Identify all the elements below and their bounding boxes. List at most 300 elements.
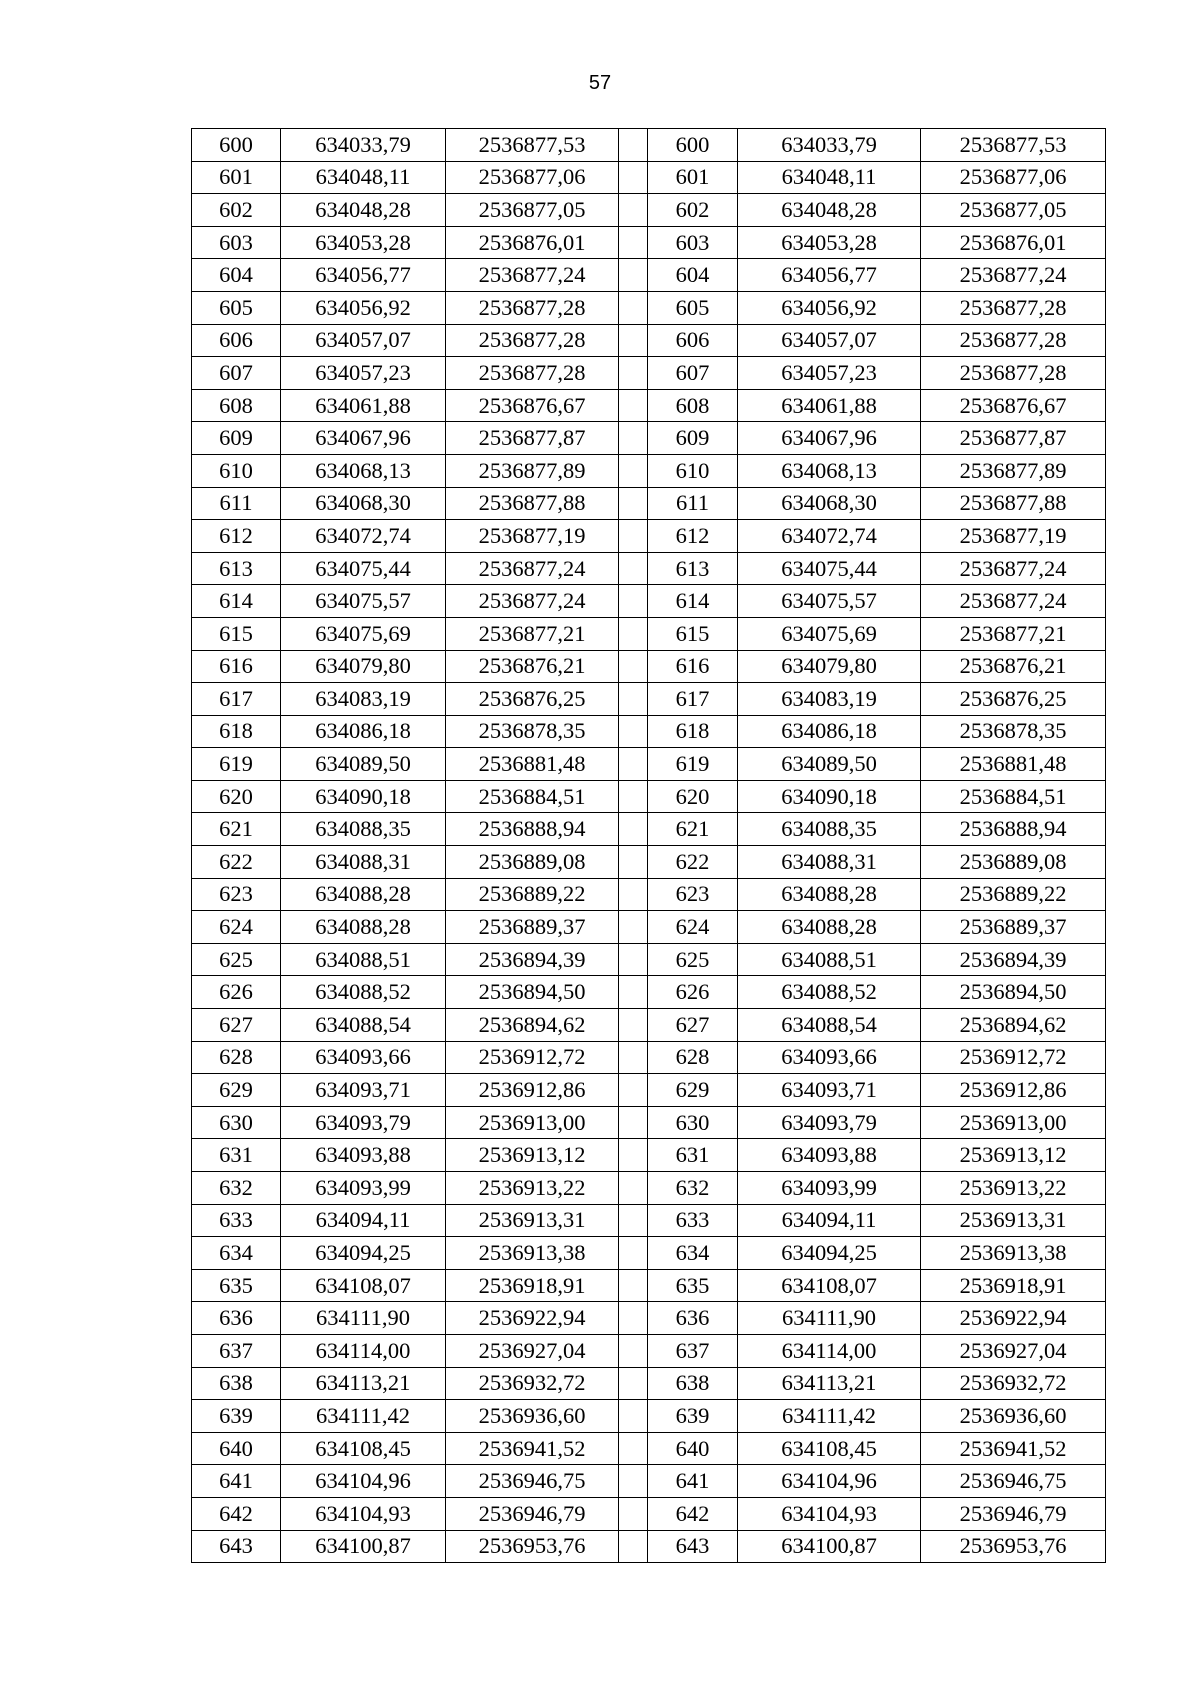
left-y-coordinate: 2536889,08 xyxy=(446,846,619,879)
left-y-coordinate: 2536894,39 xyxy=(446,943,619,976)
right-x-coordinate: 634089,50 xyxy=(738,748,921,781)
left-x-coordinate: 634104,93 xyxy=(281,1497,446,1530)
table-row xyxy=(192,1497,1106,1530)
left-point-number: 618 xyxy=(192,715,281,748)
right-point-number: 619 xyxy=(648,748,738,781)
empty-separator-cell xyxy=(619,1302,648,1335)
left-x-coordinate: 634108,45 xyxy=(281,1432,446,1465)
right-point-number: 639 xyxy=(648,1400,738,1433)
table-row xyxy=(192,780,1106,813)
left-y-coordinate: 2536936,60 xyxy=(446,1400,619,1433)
right-x-coordinate: 634088,54 xyxy=(738,1009,921,1042)
right-point-number: 605 xyxy=(648,291,738,324)
right-point-number: 606 xyxy=(648,324,738,357)
empty-separator-cell xyxy=(619,1074,648,1107)
right-x-coordinate: 634056,77 xyxy=(738,259,921,292)
left-y-coordinate: 2536877,24 xyxy=(446,552,619,585)
left-point-number: 608 xyxy=(192,389,281,422)
right-x-coordinate: 634086,18 xyxy=(738,715,921,748)
right-point-number: 603 xyxy=(648,226,738,259)
right-x-coordinate: 634056,92 xyxy=(738,291,921,324)
empty-separator-cell xyxy=(619,552,648,585)
right-point-number: 616 xyxy=(648,650,738,683)
table-row xyxy=(192,650,1106,683)
left-y-coordinate: 2536913,31 xyxy=(446,1204,619,1237)
table-row xyxy=(192,715,1106,748)
left-point-number: 643 xyxy=(192,1530,281,1563)
left-y-coordinate: 2536941,52 xyxy=(446,1432,619,1465)
right-x-coordinate: 634048,28 xyxy=(738,194,921,227)
empty-separator-cell xyxy=(619,1367,648,1400)
empty-separator-cell xyxy=(619,1334,648,1367)
right-point-number: 615 xyxy=(648,617,738,650)
right-point-number: 625 xyxy=(648,943,738,976)
left-point-number: 631 xyxy=(192,1139,281,1172)
left-y-coordinate: 2536918,91 xyxy=(446,1269,619,1302)
empty-separator-cell xyxy=(619,1530,648,1563)
left-y-coordinate: 2536877,88 xyxy=(446,487,619,520)
right-x-coordinate: 634075,57 xyxy=(738,585,921,618)
left-y-coordinate: 2536912,86 xyxy=(446,1074,619,1107)
right-x-coordinate: 634088,52 xyxy=(738,976,921,1009)
right-y-coordinate: 2536876,67 xyxy=(921,389,1106,422)
left-point-number: 630 xyxy=(192,1106,281,1139)
left-x-coordinate: 634088,52 xyxy=(281,976,446,1009)
table-row xyxy=(192,1041,1106,1074)
left-x-coordinate: 634088,28 xyxy=(281,878,446,911)
right-x-coordinate: 634068,13 xyxy=(738,454,921,487)
right-x-coordinate: 634100,87 xyxy=(738,1530,921,1563)
right-point-number: 623 xyxy=(648,878,738,911)
left-point-number: 625 xyxy=(192,943,281,976)
right-y-coordinate: 2536927,04 xyxy=(921,1334,1106,1367)
right-point-number: 608 xyxy=(648,389,738,422)
right-y-coordinate: 2536912,72 xyxy=(921,1041,1106,1074)
right-x-coordinate: 634088,51 xyxy=(738,943,921,976)
left-point-number: 617 xyxy=(192,683,281,716)
empty-separator-cell xyxy=(619,520,648,553)
empty-separator-cell xyxy=(619,389,648,422)
left-point-number: 605 xyxy=(192,291,281,324)
left-x-coordinate: 634108,07 xyxy=(281,1269,446,1302)
left-x-coordinate: 634094,11 xyxy=(281,1204,446,1237)
empty-separator-cell xyxy=(619,1009,648,1042)
empty-separator-cell xyxy=(619,813,648,846)
right-x-coordinate: 634108,07 xyxy=(738,1269,921,1302)
right-x-coordinate: 634075,69 xyxy=(738,617,921,650)
right-x-coordinate: 634090,18 xyxy=(738,780,921,813)
left-y-coordinate: 2536913,12 xyxy=(446,1139,619,1172)
empty-separator-cell xyxy=(619,194,648,227)
right-y-coordinate: 2536936,60 xyxy=(921,1400,1106,1433)
right-point-number: 640 xyxy=(648,1432,738,1465)
left-x-coordinate: 634111,90 xyxy=(281,1302,446,1335)
right-x-coordinate: 634083,19 xyxy=(738,683,921,716)
left-point-number: 626 xyxy=(192,976,281,1009)
left-x-coordinate: 634083,19 xyxy=(281,683,446,716)
left-point-number: 611 xyxy=(192,487,281,520)
right-x-coordinate: 634104,96 xyxy=(738,1465,921,1498)
left-y-coordinate: 2536876,21 xyxy=(446,650,619,683)
right-x-coordinate: 634093,71 xyxy=(738,1074,921,1107)
right-x-coordinate: 634075,44 xyxy=(738,552,921,585)
left-y-coordinate: 2536922,94 xyxy=(446,1302,619,1335)
right-x-coordinate: 634067,96 xyxy=(738,422,921,455)
right-x-coordinate: 634033,79 xyxy=(738,129,921,162)
right-y-coordinate: 2536889,37 xyxy=(921,911,1106,944)
empty-separator-cell xyxy=(619,1269,648,1302)
table-row xyxy=(192,1400,1106,1433)
empty-separator-cell xyxy=(619,1400,648,1433)
right-y-coordinate: 2536878,35 xyxy=(921,715,1106,748)
right-point-number: 641 xyxy=(648,1465,738,1498)
right-x-coordinate: 634104,93 xyxy=(738,1497,921,1530)
right-y-coordinate: 2536913,31 xyxy=(921,1204,1106,1237)
right-y-coordinate: 2536884,51 xyxy=(921,780,1106,813)
left-x-coordinate: 634072,74 xyxy=(281,520,446,553)
table-row xyxy=(192,617,1106,650)
left-x-coordinate: 634088,35 xyxy=(281,813,446,846)
empty-separator-cell xyxy=(619,650,648,683)
left-point-number: 633 xyxy=(192,1204,281,1237)
left-y-coordinate: 2536913,22 xyxy=(446,1172,619,1205)
empty-separator-cell xyxy=(619,617,648,650)
empty-separator-cell xyxy=(619,1139,648,1172)
right-y-coordinate: 2536913,22 xyxy=(921,1172,1106,1205)
left-x-coordinate: 634114,00 xyxy=(281,1334,446,1367)
table-row xyxy=(192,1106,1106,1139)
right-y-coordinate: 2536877,24 xyxy=(921,259,1106,292)
empty-separator-cell xyxy=(619,1237,648,1270)
left-point-number: 641 xyxy=(192,1465,281,1498)
table-row xyxy=(192,813,1106,846)
right-y-coordinate: 2536918,91 xyxy=(921,1269,1106,1302)
left-x-coordinate: 634057,23 xyxy=(281,357,446,390)
left-point-number: 636 xyxy=(192,1302,281,1335)
left-y-coordinate: 2536877,87 xyxy=(446,422,619,455)
left-x-coordinate: 634093,99 xyxy=(281,1172,446,1205)
table-row xyxy=(192,846,1106,879)
empty-separator-cell xyxy=(619,259,648,292)
right-point-number: 617 xyxy=(648,683,738,716)
left-point-number: 613 xyxy=(192,552,281,585)
empty-separator-cell xyxy=(619,129,648,162)
table-row xyxy=(192,389,1106,422)
right-y-coordinate: 2536877,87 xyxy=(921,422,1106,455)
right-y-coordinate: 2536953,76 xyxy=(921,1530,1106,1563)
right-y-coordinate: 2536877,24 xyxy=(921,585,1106,618)
left-y-coordinate: 2536878,35 xyxy=(446,715,619,748)
table-row xyxy=(192,422,1106,455)
right-x-coordinate: 634061,88 xyxy=(738,389,921,422)
empty-separator-cell xyxy=(619,324,648,357)
empty-separator-cell xyxy=(619,846,648,879)
table-row xyxy=(192,1009,1106,1042)
left-x-coordinate: 634088,54 xyxy=(281,1009,446,1042)
table-row xyxy=(192,552,1106,585)
right-y-coordinate: 2536876,01 xyxy=(921,226,1106,259)
left-x-coordinate: 634093,88 xyxy=(281,1139,446,1172)
left-x-coordinate: 634090,18 xyxy=(281,780,446,813)
left-x-coordinate: 634068,30 xyxy=(281,487,446,520)
left-point-number: 603 xyxy=(192,226,281,259)
right-x-coordinate: 634088,28 xyxy=(738,911,921,944)
right-point-number: 629 xyxy=(648,1074,738,1107)
left-y-coordinate: 2536927,04 xyxy=(446,1334,619,1367)
table-row xyxy=(192,976,1106,1009)
table-row xyxy=(192,911,1106,944)
table-row xyxy=(192,161,1106,194)
left-x-coordinate: 634093,66 xyxy=(281,1041,446,1074)
right-point-number: 614 xyxy=(648,585,738,618)
left-y-coordinate: 2536877,28 xyxy=(446,357,619,390)
right-point-number: 634 xyxy=(648,1237,738,1270)
right-point-number: 613 xyxy=(648,552,738,585)
left-y-coordinate: 2536877,21 xyxy=(446,617,619,650)
left-y-coordinate: 2536877,19 xyxy=(446,520,619,553)
left-x-coordinate: 634088,28 xyxy=(281,911,446,944)
left-y-coordinate: 2536881,48 xyxy=(446,748,619,781)
table-row xyxy=(192,1465,1106,1498)
table-row xyxy=(192,226,1106,259)
left-y-coordinate: 2536877,24 xyxy=(446,585,619,618)
right-x-coordinate: 634088,28 xyxy=(738,878,921,911)
left-point-number: 602 xyxy=(192,194,281,227)
right-y-coordinate: 2536881,48 xyxy=(921,748,1106,781)
left-point-number: 601 xyxy=(192,161,281,194)
left-y-coordinate: 2536877,89 xyxy=(446,454,619,487)
left-point-number: 610 xyxy=(192,454,281,487)
left-point-number: 619 xyxy=(192,748,281,781)
empty-separator-cell xyxy=(619,1172,648,1205)
right-point-number: 638 xyxy=(648,1367,738,1400)
left-x-coordinate: 634093,79 xyxy=(281,1106,446,1139)
empty-separator-cell xyxy=(619,1497,648,1530)
left-y-coordinate: 2536884,51 xyxy=(446,780,619,813)
right-point-number: 622 xyxy=(648,846,738,879)
right-x-coordinate: 634057,07 xyxy=(738,324,921,357)
left-y-coordinate: 2536913,38 xyxy=(446,1237,619,1270)
empty-separator-cell xyxy=(619,780,648,813)
table-row xyxy=(192,1139,1106,1172)
left-x-coordinate: 634068,13 xyxy=(281,454,446,487)
empty-separator-cell xyxy=(619,1204,648,1237)
table-row xyxy=(192,194,1106,227)
right-x-coordinate: 634094,11 xyxy=(738,1204,921,1237)
left-x-coordinate: 634075,57 xyxy=(281,585,446,618)
left-point-number: 615 xyxy=(192,617,281,650)
right-point-number: 636 xyxy=(648,1302,738,1335)
right-y-coordinate: 2536894,50 xyxy=(921,976,1106,1009)
right-y-coordinate: 2536876,25 xyxy=(921,683,1106,716)
right-x-coordinate: 634093,79 xyxy=(738,1106,921,1139)
left-point-number: 600 xyxy=(192,129,281,162)
left-point-number: 607 xyxy=(192,357,281,390)
right-x-coordinate: 634093,88 xyxy=(738,1139,921,1172)
right-point-number: 600 xyxy=(648,129,738,162)
right-y-coordinate: 2536877,21 xyxy=(921,617,1106,650)
left-point-number: 622 xyxy=(192,846,281,879)
empty-separator-cell xyxy=(619,585,648,618)
right-point-number: 611 xyxy=(648,487,738,520)
coordinates-table-body xyxy=(192,129,1106,1563)
coordinates-table xyxy=(191,128,1106,1563)
left-y-coordinate: 2536877,28 xyxy=(446,324,619,357)
empty-separator-cell xyxy=(619,161,648,194)
left-y-coordinate: 2536946,79 xyxy=(446,1497,619,1530)
right-point-number: 630 xyxy=(648,1106,738,1139)
table-row xyxy=(192,1530,1106,1563)
right-x-coordinate: 634088,35 xyxy=(738,813,921,846)
left-point-number: 609 xyxy=(192,422,281,455)
table-row xyxy=(192,943,1106,976)
empty-separator-cell xyxy=(619,911,648,944)
empty-separator-cell xyxy=(619,683,648,716)
left-y-coordinate: 2536888,94 xyxy=(446,813,619,846)
right-point-number: 628 xyxy=(648,1041,738,1074)
right-point-number: 601 xyxy=(648,161,738,194)
right-point-number: 632 xyxy=(648,1172,738,1205)
table-row xyxy=(192,1074,1106,1107)
right-x-coordinate: 634111,90 xyxy=(738,1302,921,1335)
left-x-coordinate: 634048,28 xyxy=(281,194,446,227)
left-x-coordinate: 634094,25 xyxy=(281,1237,446,1270)
table-row xyxy=(192,878,1106,911)
right-y-coordinate: 2536877,88 xyxy=(921,487,1106,520)
right-point-number: 633 xyxy=(648,1204,738,1237)
table-row xyxy=(192,487,1106,520)
right-y-coordinate: 2536932,72 xyxy=(921,1367,1106,1400)
right-y-coordinate: 2536877,24 xyxy=(921,552,1106,585)
right-y-coordinate: 2536912,86 xyxy=(921,1074,1106,1107)
right-x-coordinate: 634113,21 xyxy=(738,1367,921,1400)
left-y-coordinate: 2536877,24 xyxy=(446,259,619,292)
right-point-number: 631 xyxy=(648,1139,738,1172)
left-x-coordinate: 634048,11 xyxy=(281,161,446,194)
left-y-coordinate: 2536876,67 xyxy=(446,389,619,422)
right-y-coordinate: 2536888,94 xyxy=(921,813,1106,846)
empty-separator-cell xyxy=(619,878,648,911)
right-point-number: 626 xyxy=(648,976,738,1009)
right-point-number: 604 xyxy=(648,259,738,292)
left-y-coordinate: 2536889,37 xyxy=(446,911,619,944)
right-point-number: 618 xyxy=(648,715,738,748)
table-row xyxy=(192,1204,1106,1237)
empty-separator-cell xyxy=(619,976,648,1009)
right-y-coordinate: 2536913,38 xyxy=(921,1237,1106,1270)
right-point-number: 612 xyxy=(648,520,738,553)
empty-separator-cell xyxy=(619,454,648,487)
table-row xyxy=(192,1302,1106,1335)
right-point-number: 609 xyxy=(648,422,738,455)
left-y-coordinate: 2536894,62 xyxy=(446,1009,619,1042)
table-row xyxy=(192,520,1106,553)
left-point-number: 606 xyxy=(192,324,281,357)
left-y-coordinate: 2536912,72 xyxy=(446,1041,619,1074)
left-x-coordinate: 634057,07 xyxy=(281,324,446,357)
right-x-coordinate: 634093,99 xyxy=(738,1172,921,1205)
left-point-number: 639 xyxy=(192,1400,281,1433)
left-x-coordinate: 634089,50 xyxy=(281,748,446,781)
empty-separator-cell xyxy=(619,1041,648,1074)
left-x-coordinate: 634093,71 xyxy=(281,1074,446,1107)
right-y-coordinate: 2536877,89 xyxy=(921,454,1106,487)
right-x-coordinate: 634093,66 xyxy=(738,1041,921,1074)
table-row xyxy=(192,259,1106,292)
right-x-coordinate: 634111,42 xyxy=(738,1400,921,1433)
right-point-number: 621 xyxy=(648,813,738,846)
left-point-number: 627 xyxy=(192,1009,281,1042)
right-x-coordinate: 634079,80 xyxy=(738,650,921,683)
table-row xyxy=(192,683,1106,716)
left-point-number: 638 xyxy=(192,1367,281,1400)
left-point-number: 637 xyxy=(192,1334,281,1367)
left-x-coordinate: 634061,88 xyxy=(281,389,446,422)
left-x-coordinate: 634113,21 xyxy=(281,1367,446,1400)
left-y-coordinate: 2536877,05 xyxy=(446,194,619,227)
right-y-coordinate: 2536894,39 xyxy=(921,943,1106,976)
left-point-number: 620 xyxy=(192,780,281,813)
empty-separator-cell xyxy=(619,715,648,748)
empty-separator-cell xyxy=(619,1465,648,1498)
table-row xyxy=(192,1334,1106,1367)
left-point-number: 642 xyxy=(192,1497,281,1530)
left-point-number: 621 xyxy=(192,813,281,846)
right-point-number: 620 xyxy=(648,780,738,813)
left-x-coordinate: 634075,69 xyxy=(281,617,446,650)
right-y-coordinate: 2536894,62 xyxy=(921,1009,1106,1042)
left-x-coordinate: 634100,87 xyxy=(281,1530,446,1563)
table-row xyxy=(192,291,1106,324)
table-row xyxy=(192,357,1106,390)
left-x-coordinate: 634056,92 xyxy=(281,291,446,324)
right-x-coordinate: 634048,11 xyxy=(738,161,921,194)
left-point-number: 629 xyxy=(192,1074,281,1107)
left-y-coordinate: 2536932,72 xyxy=(446,1367,619,1400)
left-y-coordinate: 2536877,53 xyxy=(446,129,619,162)
right-point-number: 637 xyxy=(648,1334,738,1367)
table-row xyxy=(192,748,1106,781)
left-point-number: 632 xyxy=(192,1172,281,1205)
left-x-coordinate: 634088,51 xyxy=(281,943,446,976)
left-x-coordinate: 634086,18 xyxy=(281,715,446,748)
table-row xyxy=(192,1269,1106,1302)
left-y-coordinate: 2536889,22 xyxy=(446,878,619,911)
right-y-coordinate: 2536877,19 xyxy=(921,520,1106,553)
left-y-coordinate: 2536953,76 xyxy=(446,1530,619,1563)
left-point-number: 624 xyxy=(192,911,281,944)
empty-separator-cell xyxy=(619,748,648,781)
right-point-number: 624 xyxy=(648,911,738,944)
right-y-coordinate: 2536946,75 xyxy=(921,1465,1106,1498)
left-point-number: 628 xyxy=(192,1041,281,1074)
empty-separator-cell xyxy=(619,291,648,324)
left-y-coordinate: 2536894,50 xyxy=(446,976,619,1009)
right-y-coordinate: 2536877,28 xyxy=(921,357,1106,390)
right-y-coordinate: 2536877,05 xyxy=(921,194,1106,227)
left-x-coordinate: 634111,42 xyxy=(281,1400,446,1433)
table-row xyxy=(192,1432,1106,1465)
left-point-number: 604 xyxy=(192,259,281,292)
left-y-coordinate: 2536877,28 xyxy=(446,291,619,324)
empty-separator-cell xyxy=(619,357,648,390)
left-point-number: 614 xyxy=(192,585,281,618)
right-x-coordinate: 634088,31 xyxy=(738,846,921,879)
empty-separator-cell xyxy=(619,226,648,259)
right-point-number: 635 xyxy=(648,1269,738,1302)
left-x-coordinate: 634033,79 xyxy=(281,129,446,162)
right-y-coordinate: 2536876,21 xyxy=(921,650,1106,683)
